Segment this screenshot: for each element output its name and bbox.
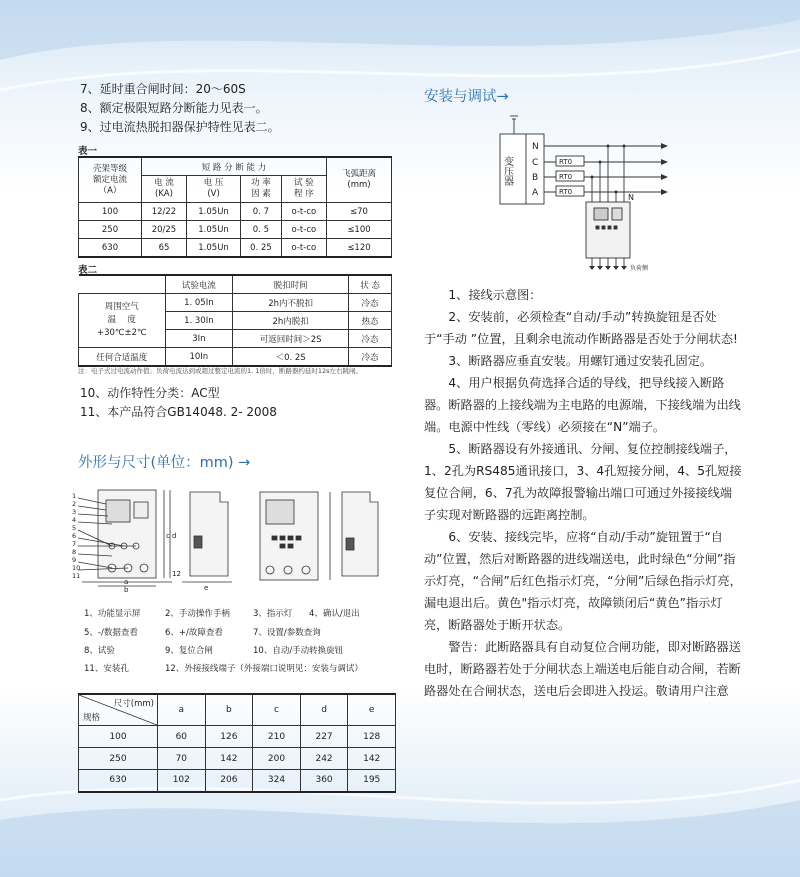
item-7: 7、延时重合闸时间：20～60S (80, 82, 246, 96)
outline-drawing (72, 484, 382, 596)
dim-label-a: a (124, 578, 129, 586)
item-9: 9、过电流热脱扣器保护特性见表二。 (80, 120, 280, 134)
table1-header-frame: 壳架等级 额定电流 （A） (79, 157, 142, 203)
phase-c: C (532, 158, 539, 168)
legend-3: 3、指示灯 (253, 609, 293, 619)
item-8: 8、额定极限短路分断能力见表一。 (80, 101, 268, 115)
table2-header-state: 状 态 (349, 275, 392, 294)
table-row: 3In 可返回时间＞2S 冷态 (79, 330, 392, 348)
legend-5: 5、-/数据查看 (84, 628, 138, 638)
rt0-2: RT0 (559, 173, 573, 181)
instruction-3: 3、断路器应垂直安装。用螺钉通过安装孔固定。 (448, 354, 713, 368)
svg-text:5: 5 (72, 524, 77, 532)
legend-2: 2、手动操作手柄 (165, 609, 230, 619)
legend-7: 7、设置/参数查询 (253, 628, 321, 638)
legend-8: 8、试验 (84, 646, 115, 656)
warning: 警告：此断路器具有自动复位合闸功能，即对断路器送电时，断路器若处于分闸状态上端送电后能自动合闸，若断路器处在合闸状态，送电后会即进入投运。敬请用户注意 (424, 640, 741, 698)
legend-4: 4、确认/退出 (309, 609, 360, 619)
table-row: 630 65 1.05Un 0. 25 o-t-co ≤120 (79, 239, 392, 258)
instruction-4: 4、用户根据负荷选择合适的导线，把导线接入断路器。断路器的上接线端为主电路的电源端，下接线端为出线端。电源中性线（零线）必须接在“N”端子。 (424, 376, 741, 434)
transformer-label: 变压器 (501, 156, 513, 186)
dim-label-c: c (166, 532, 170, 540)
load-side-label: 负荷侧 (630, 265, 649, 272)
legend-1: 1、功能显示屏 (84, 609, 141, 619)
dim-table-corner: 尺寸(mm) 规格 (79, 694, 158, 726)
table2 (78, 274, 392, 367)
legend-9: 9、复位合闸 (165, 646, 213, 656)
table2-header-time: 脱扣时间 (233, 275, 349, 294)
svg-text:4: 4 (72, 516, 77, 524)
instructions (424, 284, 744, 702)
section-dimensions-title: 外形与尺寸(单位：mm) → (78, 455, 251, 471)
table1-header-pf: 功 率 因 素 (241, 176, 282, 203)
phase-n: N (532, 142, 539, 152)
instruction-2: 2、安装前，必须检查“自动/手动”转换旋钮是否处于“手动 ”位置，且剩余电流动作断路器是否处于分闸状态! (424, 310, 738, 346)
phase-b: B (532, 173, 539, 183)
legend-11: 11、安装孔 (84, 664, 129, 674)
table2-env: 周围空气 温 度 +30℃±2℃ (79, 294, 166, 348)
instruction-6: 6、安装、接线完毕，应将“自动/手动”旋钮置于“自动”位置，然后对断路器的进线端送电，此时绿色“分闸”指示灯亮，“合闸”后红色指示灯亮，“分闸”后绿色指示灯亮，漏电退出后。黄色"指示灯亮，故障锁闭后“黄色”指示灯亮，断路器处于断开状态。 (424, 530, 742, 632)
table2-note: 注：电子式过电流动作值；负荷电流达到或超过整定电流的1. 1倍时，断路器约延时12s左右跳闸。 (78, 367, 363, 375)
instruction-5: 5、断路器设有外接通讯、分闸、复位控制接线端子，1、2孔为RS485通讯接口，3、4孔短接分闸，4、5孔短接复位合闸，6、7孔为故障报警输出端口可通过外接接线端子实现对断路器的远距离控制。 (424, 442, 742, 522)
svg-text:11: 11 (72, 572, 81, 580)
svg-text:7: 7 (72, 540, 77, 548)
table1-header-short: 短 路 分 断 能 力 (142, 157, 327, 176)
dim-label-d: d (172, 532, 177, 540)
svg-text:10: 10 (72, 564, 81, 572)
svg-text:3: 3 (72, 508, 77, 516)
rt0-1: RT0 (559, 158, 573, 166)
legend-10: 10、自动/手动转换旋钮 (253, 646, 344, 656)
legend-6: 6、+/故障查看 (165, 628, 223, 638)
table-row: 250 70 142 200 242 142 (79, 748, 396, 770)
phase-a: A (532, 188, 539, 198)
table1-header-arc: 飞弧距离 (mm) (327, 157, 392, 203)
table1-header-proc: 试 验 程 序 (281, 176, 326, 203)
item-10: 10、动作特性分类：AC型 (80, 386, 220, 400)
svg-text:6: 6 (72, 532, 77, 540)
table1-header-voltage: 电 压 (V) (186, 176, 240, 203)
table-row: 任何合适温度 10In ＜0. 2S 冷态 (79, 348, 392, 367)
svg-text:2: 2 (72, 500, 77, 508)
item-11: 11、本产品符合GB14048. 2- 2008 (80, 405, 277, 419)
table1 (78, 156, 392, 258)
table-row: 250 20/25 1.05Un 0. 5 o-t-co ≤100 (79, 221, 392, 239)
section-install-title: 安装与调试→ (424, 89, 509, 105)
table2-label: 表二 (78, 265, 98, 276)
table-row: 630 102 206 324 360 195 (79, 770, 396, 792)
instruction-1: 1、接线示意图： (448, 288, 542, 302)
table-row: 1. 30In 2h内脱扣 热态 (79, 312, 392, 330)
table1-header-current: 电 流 (KA) (142, 176, 187, 203)
svg-text:8: 8 (72, 548, 77, 556)
table1-label: 表一 (78, 146, 98, 157)
breaker-n-label: N (628, 193, 634, 202)
table-row: 100 60 126 210 227 128 (79, 726, 396, 748)
dimension-table: 尺寸(mm) 规格 a b c d e 100 60 126 210 227 128 250 70 142 200 242 142 630 102 206 324 360 195 (78, 693, 396, 793)
table2-header-current: 试验电流 (165, 275, 233, 294)
dim-label-e: e (204, 584, 209, 592)
legend-12: 12、外接接线端子（外接端口说明见：安装与调试） (165, 664, 363, 674)
wiring-diagram (496, 112, 674, 274)
svg-text:1: 1 (72, 492, 77, 500)
dim-label-12: 12 (172, 570, 181, 578)
table-row: 100 12/22 1.05Un 0. 7 o-t-co ≤70 (79, 203, 392, 221)
rt0-3: RT0 (559, 188, 573, 196)
svg-text:9: 9 (72, 556, 77, 564)
table-row: 周围空气 温 度 +30℃±2℃ 1. 05In 2h内不脱扣 冷态 (79, 294, 392, 312)
dim-label-b: b (124, 586, 129, 594)
